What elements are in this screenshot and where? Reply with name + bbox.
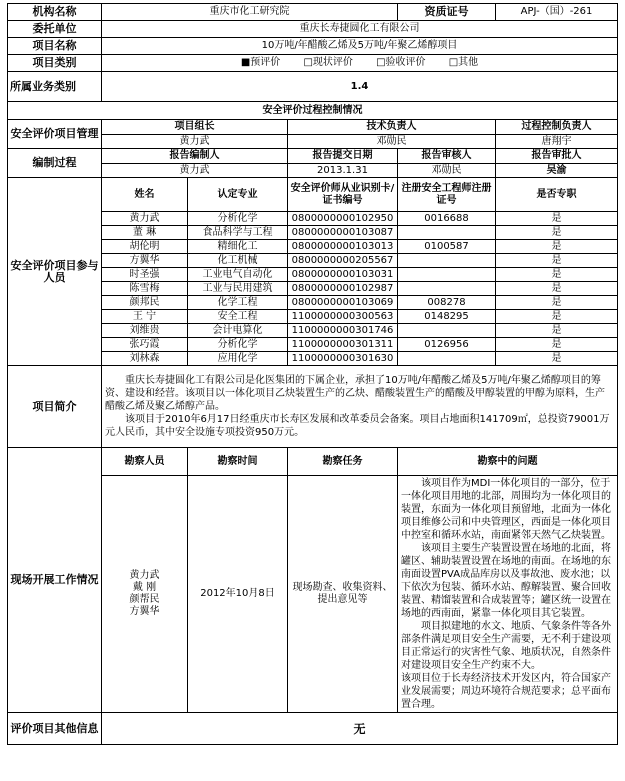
type-option-acceptance[interactable]: □验收评价 bbox=[376, 57, 426, 68]
staff-major: 工业与民用建筑 bbox=[188, 282, 288, 296]
survey-person: 方翼华 bbox=[129, 606, 160, 617]
process-label: 过程控制负责人 bbox=[496, 120, 618, 135]
tech-value: 邓勋民 bbox=[288, 135, 496, 149]
staff-name: 颜邦民 bbox=[102, 296, 188, 310]
org-value: 重庆市化工研究院 bbox=[102, 4, 398, 21]
staff-card: 1100000000300563 bbox=[288, 310, 398, 324]
leader-value: 黄力武 bbox=[102, 135, 288, 149]
staff-fulltime: 是 bbox=[496, 282, 618, 296]
industry-value: 1.4 bbox=[102, 72, 618, 102]
survey-col-task: 勘察任务 bbox=[288, 448, 398, 476]
staff-card: 0800000000205567 bbox=[288, 254, 398, 268]
survey-issues bbox=[398, 476, 618, 713]
issue-paragraph: 该项目主要生产装置设置在场地的北面，将罐区、辅助装置设置在场地的南面。在场地的东南面设置PVA成品库房以及事故池、废水池；以下依次为包装、循环水站、醇解装置、聚合回收装置、精馏装置和合成装置等；罐区统一设置在场地的西南面，紧靠一体化项目其它装置。 bbox=[401, 543, 612, 619]
staff-reg bbox=[398, 352, 496, 366]
staff-reg bbox=[398, 254, 496, 268]
staff-card: 1100000000301630 bbox=[288, 352, 398, 366]
control-section-title: 安全评价过程控制情况 bbox=[8, 102, 618, 120]
staff-reg: 0100587 bbox=[398, 240, 496, 254]
staff-fulltime: 是 bbox=[496, 254, 618, 268]
staff-fulltime: 是 bbox=[496, 338, 618, 352]
staff-name: 董 琳 bbox=[102, 226, 188, 240]
staff-reg bbox=[398, 268, 496, 282]
survey-time: 2012年10月8日 bbox=[188, 476, 288, 713]
staff-major: 分析化学 bbox=[188, 212, 288, 226]
staff-reg: 0016688 bbox=[398, 212, 496, 226]
cert-value: APJ-（国）-261 bbox=[496, 4, 618, 21]
staff-fulltime: 是 bbox=[496, 212, 618, 226]
survey-label: 现场开展工作情况 bbox=[8, 448, 102, 713]
staff-major: 会计电算化 bbox=[188, 324, 288, 338]
staff-name: 黄力武 bbox=[102, 212, 188, 226]
writer-label: 报告编制人 bbox=[102, 149, 288, 164]
staff-major: 化学工程 bbox=[188, 296, 288, 310]
intro-paragraph: 重庆长寿捷圆化工有限公司是化医集团的下属企业，承担了10万吨/年醋酸乙烯及5万吨/年聚乙烯醇项目的筹资、建设和经营。该项目以一体化项目乙炔装置生产的乙炔、醋酸装置生产的醋酸及甲醇装置的甲醇为原料，生产醋酸乙烯及聚乙烯醇产品。 bbox=[105, 375, 605, 412]
type-label: 项目类别 bbox=[8, 55, 102, 72]
evaluation-form bbox=[7, 3, 617, 745]
staff-card: 1100000000301746 bbox=[288, 324, 398, 338]
staff-name: 王 宁 bbox=[102, 310, 188, 324]
staff-fulltime: 是 bbox=[496, 226, 618, 240]
staff-card: 0800000000102987 bbox=[288, 282, 398, 296]
staff-reg: 0148295 bbox=[398, 310, 496, 324]
staff-fulltime: 是 bbox=[496, 240, 618, 254]
staff-major: 食品科学与工程 bbox=[188, 226, 288, 240]
issue-paragraph: 项目拟建地的水文、地质、气象条件等各外部条件满足项目安全生产需要，无不利于建设项目正常运行的灾害性气象、地质状况，自然条件对建设项目安全生产约束不大。 bbox=[401, 621, 612, 671]
staff-fulltime: 是 bbox=[496, 324, 618, 338]
staff-col-card: 安全评价师从业识别卡/证书编号 bbox=[288, 178, 398, 212]
staff-col-fulltime: 是否专职 bbox=[496, 178, 618, 212]
staff-name: 张巧霞 bbox=[102, 338, 188, 352]
survey-person: 戴 刚 bbox=[132, 582, 157, 593]
staff-fulltime: 是 bbox=[496, 296, 618, 310]
reviewer-value: 邓勋民 bbox=[398, 164, 496, 178]
staff-card: 0800000000103069 bbox=[288, 296, 398, 310]
approver-label: 报告审批人 bbox=[496, 149, 618, 164]
staff-card: 0800000000102950 bbox=[288, 212, 398, 226]
submit-value: 2013.1.31 bbox=[288, 164, 398, 178]
project-label: 项目名称 bbox=[8, 38, 102, 55]
intro-text bbox=[102, 366, 618, 448]
staff-name: 刘林森 bbox=[102, 352, 188, 366]
project-value: 10万吨/年醋酸乙烯及5万吨/年聚乙烯醇项目 bbox=[102, 38, 618, 55]
mgmt-label: 安全评价项目管理 bbox=[8, 120, 102, 149]
tech-label: 技术负责人 bbox=[288, 120, 496, 135]
type-options bbox=[102, 55, 618, 72]
staff-reg bbox=[398, 282, 496, 296]
issue-paragraph: 该项目作为MDI一体化项目的一部分，位于一体化项目用地的北部，周围均为一体化项目的装置，东面为一体化项目预留地，北面为一体化项目维修公司和中央管理区，西面是一体化项目中控室和循环水站，南面紧邻天然气乙炔装置。 bbox=[401, 478, 612, 541]
process-value: 唐翔宇 bbox=[496, 135, 618, 149]
survey-person: 颜帮民 bbox=[129, 594, 160, 605]
staff-name: 时圣强 bbox=[102, 268, 188, 282]
staff-card: 0800000000103031 bbox=[288, 268, 398, 282]
industry-label: 所属业务类别 bbox=[8, 72, 102, 102]
type-option-current[interactable]: □现状评价 bbox=[303, 57, 353, 68]
cert-label: 资质证号 bbox=[398, 4, 496, 21]
reviewer-label: 报告审核人 bbox=[398, 149, 496, 164]
approver-value: 吴渝 bbox=[496, 164, 618, 178]
org-label: 机构名称 bbox=[8, 4, 102, 21]
survey-col-people: 勘察人员 bbox=[102, 448, 188, 476]
survey-people bbox=[102, 476, 188, 713]
staff-col-reg: 注册安全工程师注册证号 bbox=[398, 178, 496, 212]
staff-reg bbox=[398, 324, 496, 338]
staff-card: 1100000000301311 bbox=[288, 338, 398, 352]
survey-col-time: 勘察时间 bbox=[188, 448, 288, 476]
staff-name: 陈雪梅 bbox=[102, 282, 188, 296]
staff-major: 工业电气自动化 bbox=[188, 268, 288, 282]
survey-task: 现场勘查、收集资料、提出意见等 bbox=[288, 476, 398, 713]
writer-value: 黄力武 bbox=[102, 164, 288, 178]
staff-major: 安全工程 bbox=[188, 310, 288, 324]
intro-paragraph: 该项目于2010年6月17日经重庆市长寿区发展和改革委员会备案。项目占地面积141709㎡，总投资79001万元人民币，其中安全设施专项投资950万元。 bbox=[105, 414, 610, 438]
other-label: 评价项目其他信息 bbox=[8, 713, 102, 745]
type-option-other[interactable]: □其他 bbox=[448, 57, 479, 68]
staff-fulltime: 是 bbox=[496, 268, 618, 282]
staff-reg: 0126956 bbox=[398, 338, 496, 352]
submit-label: 报告提交日期 bbox=[288, 149, 398, 164]
staff-card: 0800000000103013 bbox=[288, 240, 398, 254]
staff-reg bbox=[398, 226, 496, 240]
other-value: 无 bbox=[102, 713, 618, 745]
staff-major: 应用化学 bbox=[188, 352, 288, 366]
issue-paragraph: 该项目位于长寿经济技术开发区内，符合国家产业发展需要；周边环境符合规范要求；总平面布置合理。 bbox=[401, 673, 612, 710]
form-table bbox=[7, 3, 618, 745]
type-option-pre[interactable]: ■预评价 bbox=[240, 57, 281, 68]
client-value: 重庆长寿捷圆化工有限公司 bbox=[102, 21, 618, 38]
survey-person: 黄力武 bbox=[129, 570, 160, 581]
staff-col-name: 姓名 bbox=[102, 178, 188, 212]
staff-name: 胡伦明 bbox=[102, 240, 188, 254]
staff-fulltime: 是 bbox=[496, 310, 618, 324]
staff-name: 方翼华 bbox=[102, 254, 188, 268]
staff-major: 化工机械 bbox=[188, 254, 288, 268]
staff-section-label: 安全评价项目参与人员 bbox=[8, 178, 102, 366]
staff-major: 分析化学 bbox=[188, 338, 288, 352]
staff-col-major: 认定专业 bbox=[188, 178, 288, 212]
compile-label: 编制过程 bbox=[8, 149, 102, 178]
staff-major: 精细化工 bbox=[188, 240, 288, 254]
leader-label: 项目组长 bbox=[102, 120, 288, 135]
staff-card: 0800000000103087 bbox=[288, 226, 398, 240]
staff-name: 刘维贵 bbox=[102, 324, 188, 338]
staff-fulltime: 是 bbox=[496, 352, 618, 366]
client-label: 委托单位 bbox=[8, 21, 102, 38]
staff-reg: 008278 bbox=[398, 296, 496, 310]
intro-label: 项目简介 bbox=[8, 366, 102, 448]
survey-col-issue: 勘察中的问题 bbox=[398, 448, 618, 476]
